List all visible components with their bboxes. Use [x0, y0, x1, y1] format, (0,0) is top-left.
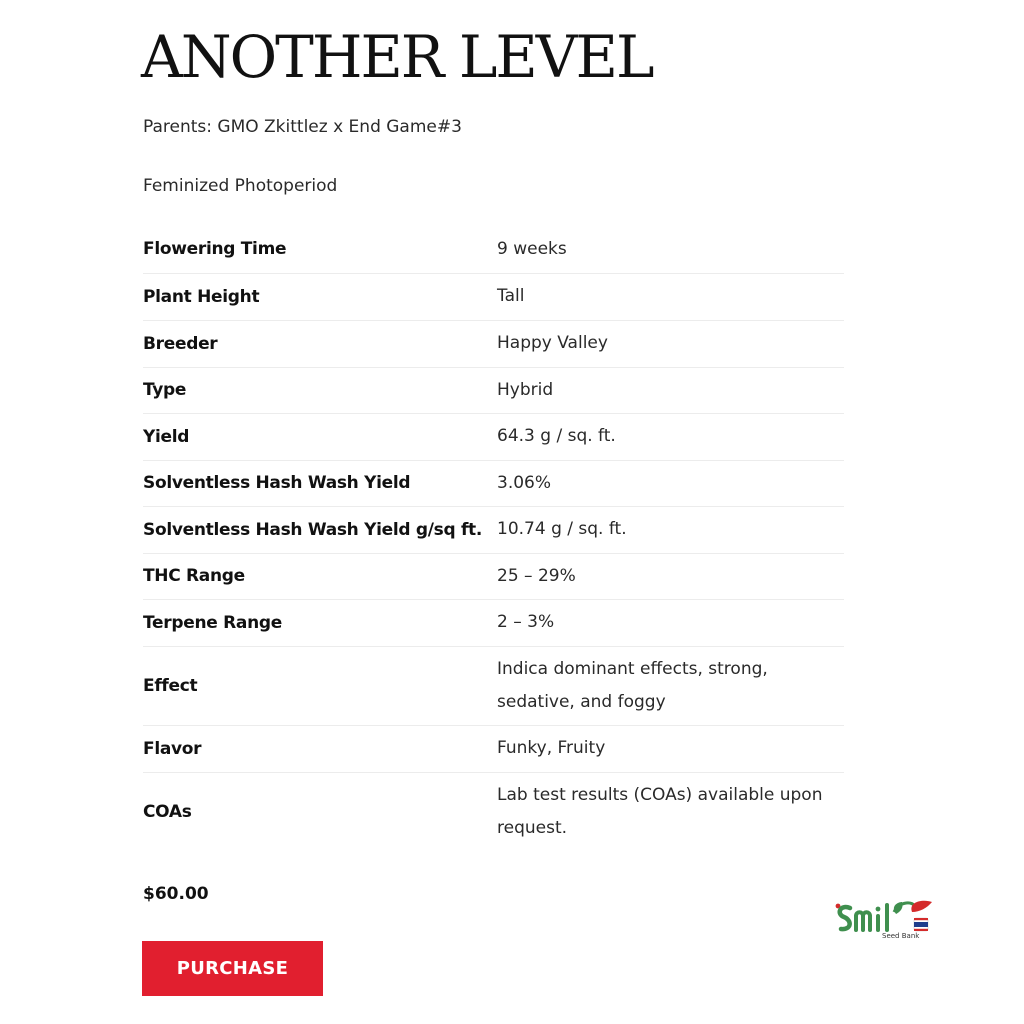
spec-row — [143, 413, 844, 460]
spec-key: Plant Height — [143, 273, 497, 320]
spec-value: Hybrid — [497, 367, 844, 413]
spec-key: Flavor — [143, 725, 497, 772]
spec-key: Flowering Time — [143, 226, 497, 273]
spec-value: Happy Valley — [497, 320, 844, 367]
spec-value: Funky, Fruity — [497, 725, 844, 772]
spec-row — [143, 273, 844, 320]
spec-value: 3.06% — [497, 460, 844, 506]
spec-key: Yield — [143, 413, 497, 460]
spec-row — [143, 460, 844, 506]
logo-tagline: Seed Bank — [882, 932, 920, 940]
spec-row — [143, 646, 844, 725]
spec-row — [143, 725, 844, 772]
spec-key: COAs — [143, 801, 192, 822]
spec-key: Terpene Range — [143, 599, 497, 646]
spec-key: Solventless Hash Wash Yield g/sq ft. — [143, 506, 497, 553]
spec-value: 2 – 3% — [497, 599, 844, 646]
purchase-button[interactable]: PURCHASE — [142, 941, 323, 996]
spec-key: THC Range — [143, 553, 497, 599]
specs-table — [143, 226, 844, 851]
spec-row — [143, 772, 844, 851]
product-price: $60.00 — [143, 884, 209, 904]
spec-row — [143, 599, 844, 646]
spec-row — [143, 506, 844, 553]
spec-value: 9 weeks — [497, 226, 844, 273]
spec-value: Indica dominant effects, strong, sedative, and foggy — [497, 646, 844, 725]
spec-key: Breeder — [143, 320, 497, 367]
spec-row — [143, 320, 844, 367]
spec-row — [143, 553, 844, 599]
spec-row — [143, 367, 844, 413]
spec-row — [143, 226, 844, 273]
product-parents: Parents: GMO Zkittlez x End Game#3 — [143, 117, 462, 137]
product-seed-type: Feminized Photoperiod — [143, 176, 338, 196]
smile-seed-bank-logo — [832, 896, 944, 944]
spec-value: Tall — [497, 273, 844, 320]
spec-value: Lab test results (COAs) available upon request. — [497, 784, 823, 838]
product-title: ANOTHER LEVEL — [141, 23, 653, 91]
spec-key: Effect — [143, 646, 497, 725]
spec-value: 10.74 g / sq. ft. — [497, 506, 844, 553]
spec-value: 25 – 29% — [497, 553, 844, 599]
spec-key: Type — [143, 367, 497, 413]
spec-key: Solventless Hash Wash Yield — [143, 460, 497, 506]
spec-value: 64.3 g / sq. ft. — [497, 413, 844, 460]
